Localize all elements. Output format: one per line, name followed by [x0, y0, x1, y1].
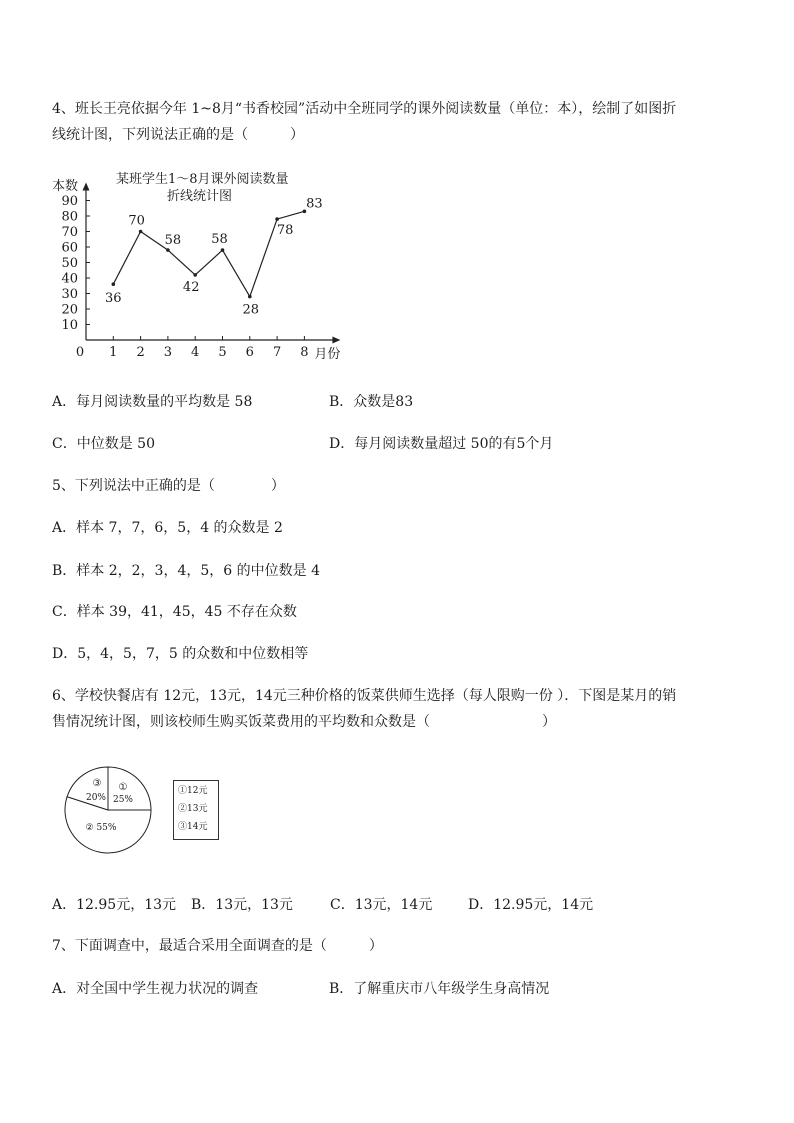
legend-item: ①12元 — [178, 786, 208, 796]
y-tick-label: 50 — [61, 256, 78, 271]
pie-label: ② 55% — [85, 823, 117, 833]
data-label: 36 — [105, 291, 122, 307]
data-point — [275, 217, 279, 221]
y-tick-label: 40 — [61, 271, 78, 287]
y-tick-label: 90 — [61, 194, 78, 209]
q4-option-d[interactable]: D．每月阅读数量超过 50的有5个月 — [329, 436, 554, 452]
q4-stem-line2: 线统计图，下列说法正确的是（ ） — [52, 127, 304, 143]
y-tick-label: 60 — [61, 240, 78, 256]
legend-item: ②13元 — [178, 804, 208, 814]
q4-option-a[interactable]: A．每月阅读数量的平均数是 58 — [52, 394, 253, 410]
line-chart-title-2: 折线统计图 — [167, 189, 233, 204]
x-tick-label: 7 — [272, 345, 282, 360]
x-tick-label: 3 — [163, 345, 173, 360]
y-tick-label: 80 — [61, 209, 78, 225]
x-axis-arrow — [332, 337, 340, 344]
pie-label: ① — [118, 782, 128, 793]
q6-option-b[interactable]: B．13元，13元 — [191, 897, 293, 913]
q5-option-b[interactable]: B．样本 2，2，3，4，5，6 的中位数是 4 — [52, 563, 320, 579]
y-axis-arrow — [83, 183, 90, 191]
q7-option-b[interactable]: B．了解重庆市八年级学生身高情况 — [329, 981, 550, 997]
y-tick-label: 10 — [61, 318, 78, 333]
line-chart-series — [105, 196, 323, 317]
data-label: 42 — [182, 279, 200, 295]
data-label: 58 — [211, 232, 228, 248]
data-label: 78 — [276, 223, 294, 239]
q5-option-c[interactable]: C．样本 39，41，45，45 不存在众数 — [52, 604, 297, 620]
q6-option-c[interactable]: C．13元，14元 — [330, 897, 433, 913]
line-chart — [40, 170, 370, 370]
pie-label: 20% — [85, 793, 107, 803]
pie-legend — [173, 780, 219, 840]
q7-stem: 7、下面调查中，最适合采用全面调查的是（ ） — [52, 938, 383, 954]
q4-option-c[interactable]: C．中位数是 50 — [52, 436, 155, 452]
q5-stem: 5、下列说法中正确的是（ ） — [52, 478, 285, 494]
x-tick-label: 8 — [300, 345, 309, 360]
y-tick-label: 70 — [61, 225, 78, 240]
x-tick-label: 6 — [245, 345, 254, 360]
q6-option-d[interactable]: D．12.95元，14元 — [468, 897, 594, 913]
data-label: 83 — [306, 196, 323, 212]
line-chart-y-label: 本数 — [52, 179, 79, 194]
y-tick-label: 30 — [61, 287, 78, 302]
data-label: 58 — [164, 233, 182, 249]
q6-stem-line1: 6、学校快餐店有 12元，13元，14元三种价格的饭菜供师生选择（每人限购一份 ）．下图是某月的销 — [52, 688, 677, 704]
line-chart-x-label: 月份 — [314, 347, 341, 362]
data-point — [112, 282, 116, 286]
data-point — [166, 248, 170, 252]
data-point — [139, 230, 143, 234]
data-point — [248, 295, 252, 299]
line-chart-axes — [83, 183, 341, 344]
data-label: 28 — [242, 302, 260, 318]
x-tick-label: 1 — [109, 345, 118, 360]
q5-option-a[interactable]: A．样本 7，7，6，5，4 的众数是 2 — [52, 520, 283, 536]
pie-label: 25% — [112, 795, 134, 805]
pie-label: ③ — [92, 778, 102, 789]
x-tick-label: 2 — [136, 345, 145, 360]
pie-chart — [60, 762, 160, 862]
q6-stem-line2: 售情况统计图，则该校师生购买饭菜费用的平均数和众数是（ ） — [52, 714, 556, 730]
q4-option-b[interactable]: B．众数是83 — [329, 394, 414, 410]
q4-stem-line1: 4、班长王亮依据今年 1~8月“书香校园”活动中全班同学的课外阅读数量（单位：本），绘制了如图折 — [52, 101, 677, 117]
x-tick-label: 5 — [218, 345, 227, 360]
legend-item: ③14元 — [178, 822, 208, 832]
x-tick-label: 0 — [75, 345, 85, 360]
x-tick-label: 4 — [191, 345, 200, 360]
data-point — [193, 273, 197, 277]
y-tick-label: 20 — [61, 302, 78, 318]
q7-option-a[interactable]: A．对全国中学生视力状况的调查 — [52, 981, 259, 997]
q5-option-d[interactable]: D．5，4，5，7，5 的众数和中位数相等 — [52, 646, 309, 662]
data-label: 70 — [128, 213, 145, 229]
line-chart-title-1: 某班学生1～8月课外阅读数量 — [116, 172, 289, 187]
q6-option-a[interactable]: A．12.95元，13元 — [52, 897, 177, 913]
data-point — [221, 248, 225, 252]
pie-slices — [65, 767, 151, 853]
